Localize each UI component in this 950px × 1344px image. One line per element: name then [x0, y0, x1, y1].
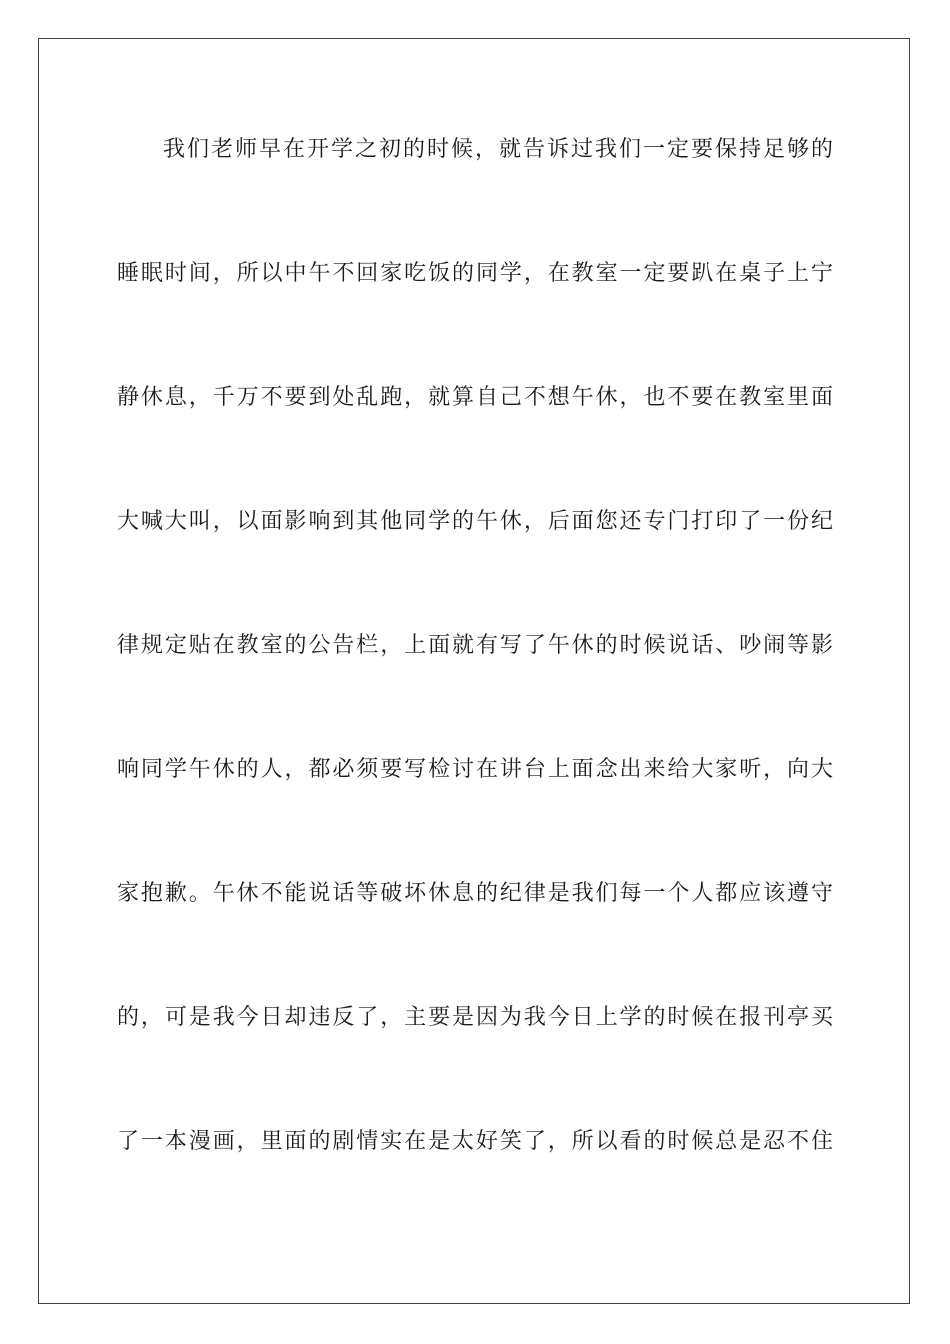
paragraph-line-9: 了一本漫画，里面的剧情实在是太好笑了，所以看的时候总是忍不住 [117, 1129, 833, 1154]
paragraph-line-1: 我们老师早在开学之初的时候，就告诉过我们一定要保持足够的 [163, 137, 833, 162]
paragraph-line-7: 家抱歉。午休不能说话等破坏休息的纪律是我们每一个人都应该遵守 [117, 881, 833, 906]
paragraph-line-6: 响同学午休的人，都必须要写检讨在讲台上面念出来给大家听，向大 [117, 757, 833, 782]
paragraph-line-2: 睡眠时间，所以中午不回家吃饭的同学，在教室一定要趴在桌子上宁 [117, 261, 833, 286]
paragraph-line-5: 律规定贴在教室的公告栏，上面就有写了午休的时候说话、吵闹等影 [117, 633, 833, 658]
paragraph-line-4: 大喊大叫，以面影响到其他同学的午休，后面您还专门打印了一份纪 [117, 509, 833, 534]
paragraph-line-3: 静休息，千万不要到处乱跑，就算自己不想午休，也不要在教室里面 [117, 385, 833, 410]
paragraph-line-8: 的，可是我今日却违反了，主要是因为我今日上学的时候在报刊亭买 [117, 1005, 833, 1030]
page-border [38, 38, 910, 1304]
